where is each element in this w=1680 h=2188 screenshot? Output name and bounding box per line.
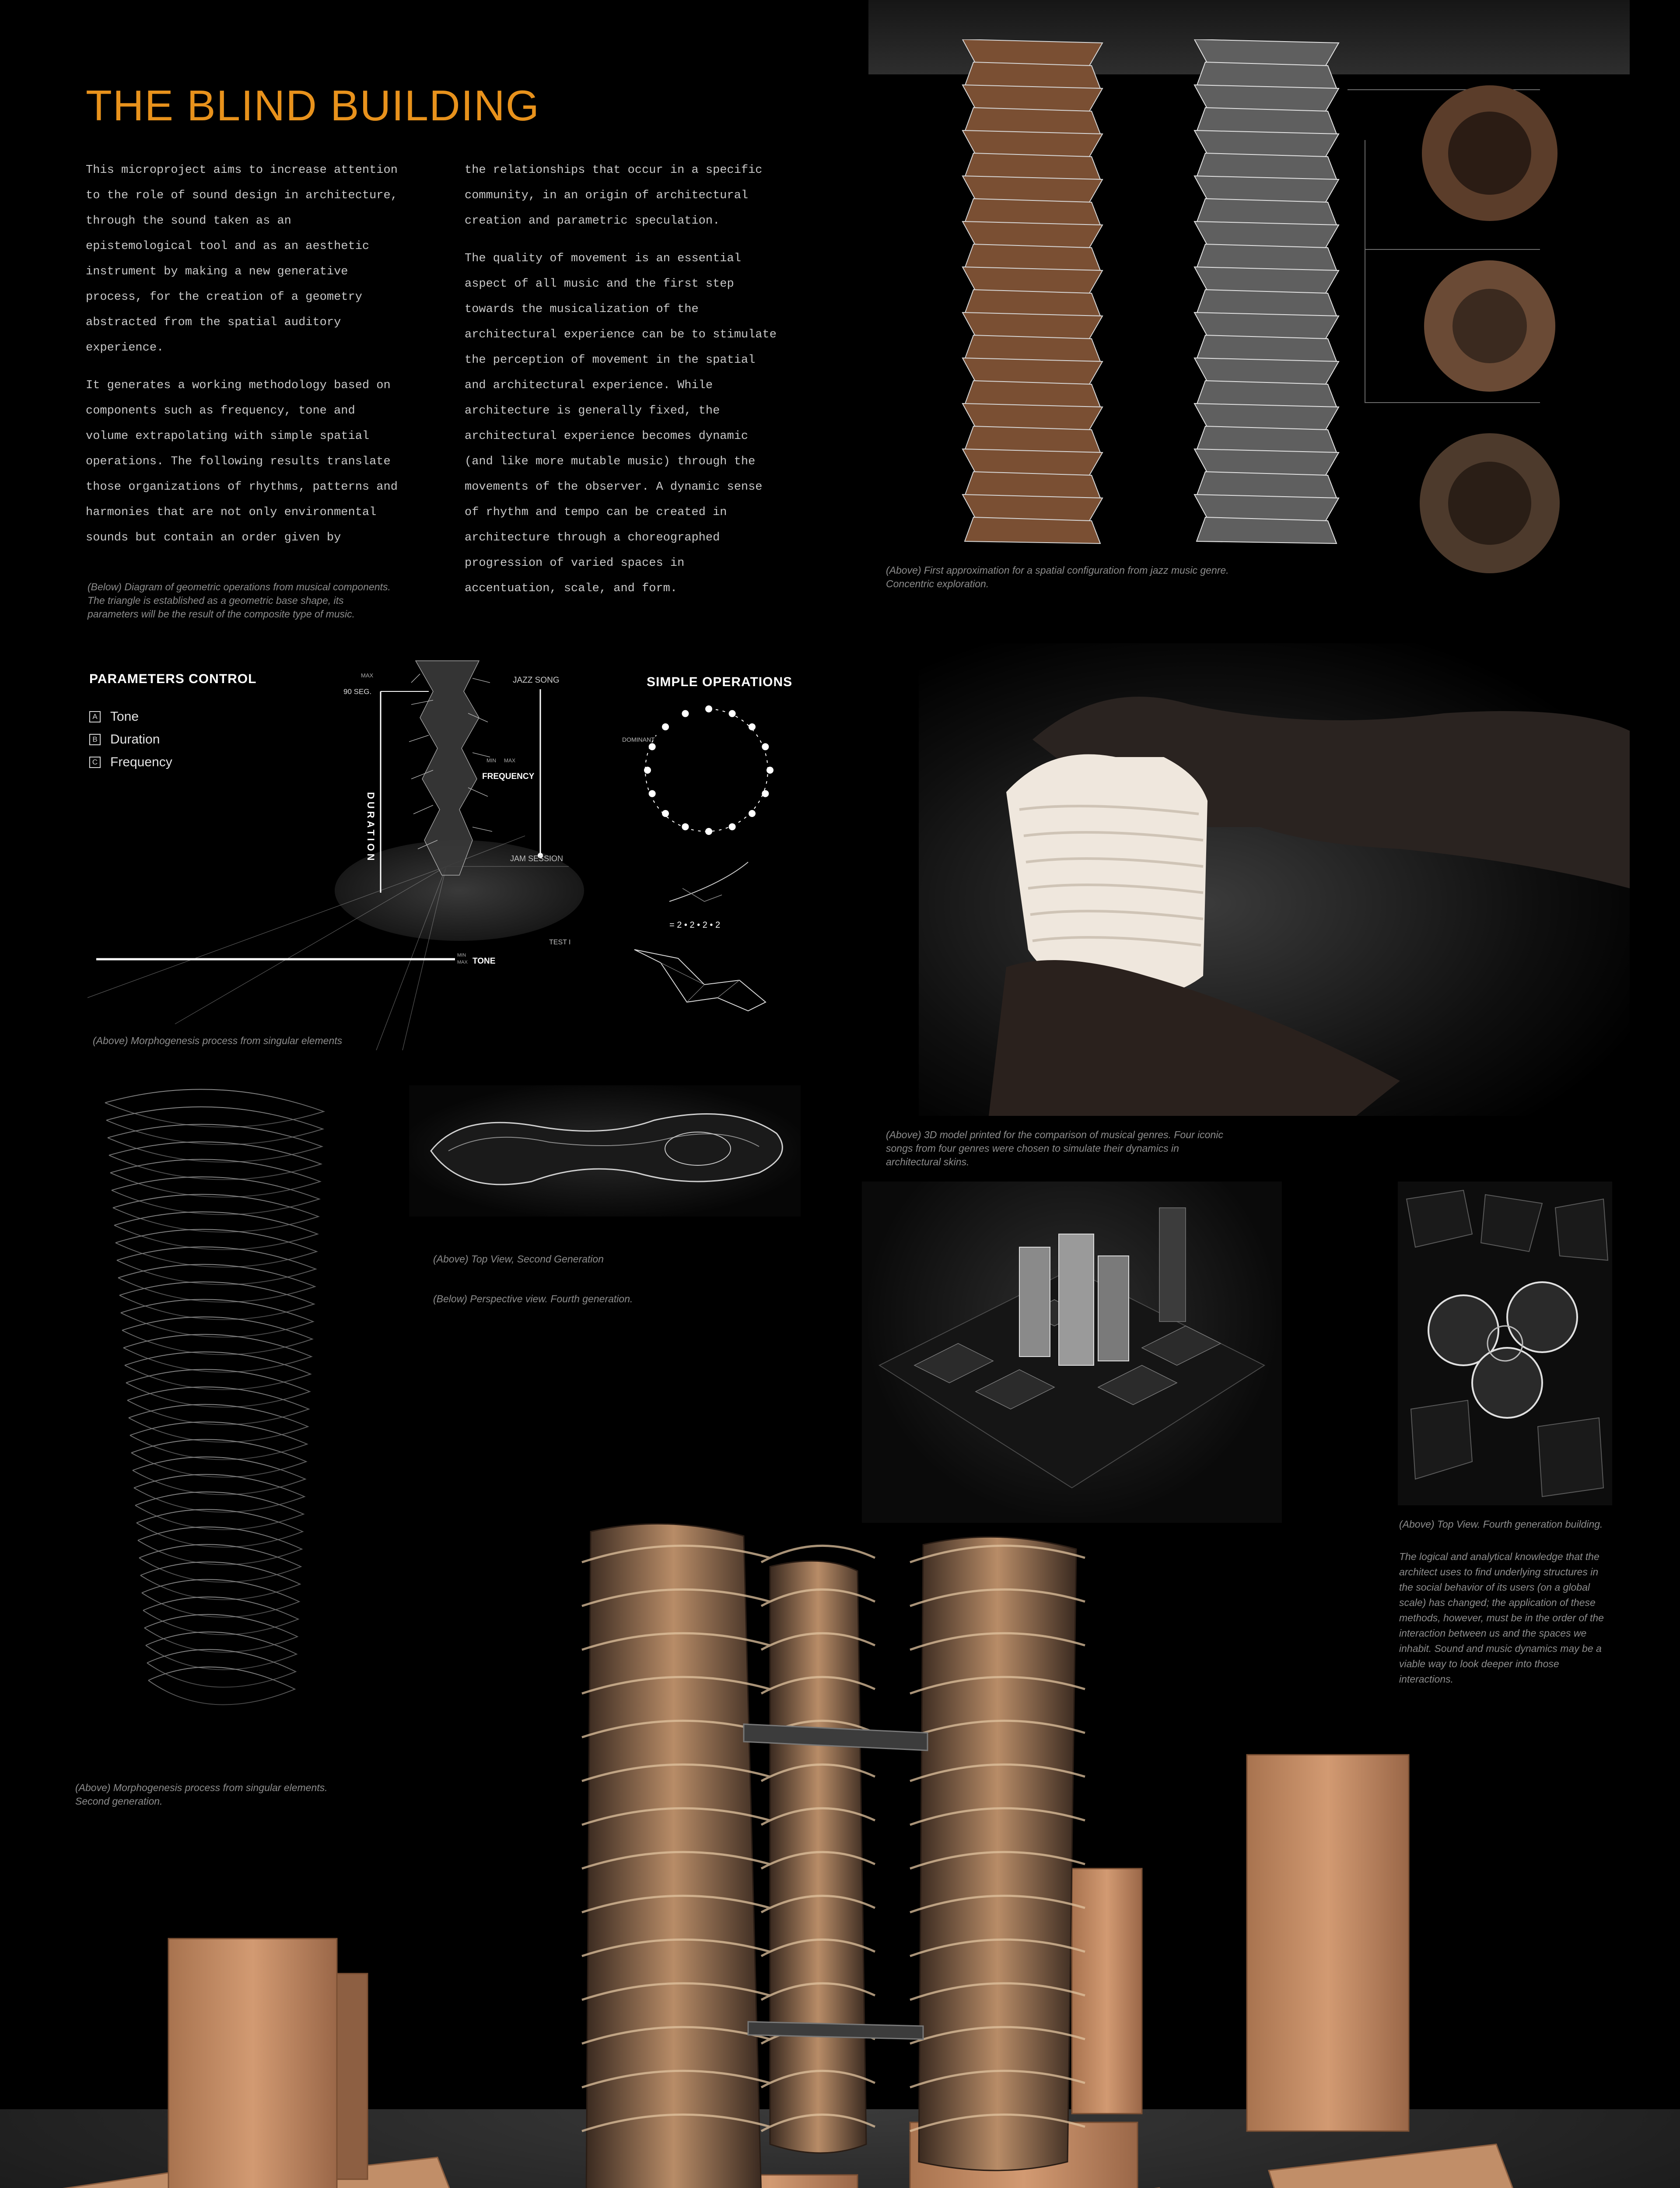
intro-column-2: [465, 158, 780, 614]
wave-glyph: [669, 862, 748, 901]
spiral-ring: [108, 1124, 322, 1162]
folded-panel: [1194, 85, 1339, 111]
caption-morph-second: (Above) Morphogenesis process from singular elements. Second generation.: [75, 1782, 328, 1807]
note-dot: [762, 743, 769, 750]
note-dot: [644, 767, 651, 774]
spiral-ring: [131, 1439, 306, 1477]
spiral-ring: [129, 1404, 308, 1442]
caption-first-approximation: (Above) First approximation for a spatial configuration from jazz music genre. Concentric exploration.: [886, 565, 1229, 589]
label-tone-min: MIN: [457, 953, 466, 958]
folded-panel: [962, 312, 1102, 339]
folded-panel: [962, 267, 1102, 293]
folded-panel: [965, 199, 1100, 225]
spiral-ring: [105, 1089, 324, 1127]
label-jam-session: JAM SESSION: [510, 854, 564, 863]
note-dot: [729, 823, 736, 830]
param-key-box: B: [89, 734, 101, 745]
disc-2: [1424, 260, 1555, 392]
fold-glyph: [634, 950, 766, 1011]
folded-panel: [965, 108, 1100, 134]
jazz-columns-render: [928, 39, 1628, 586]
folded-panel: [965, 335, 1100, 361]
intro-paragraph: The quality of movement is an essential aspect of all music and the first step towards the musicalization of the architectural experience can be to stimulate the perception of movement in the spatial and architectural experience. While architecture is generally fixed, the architectural experience becomes dynamic (and like more mutable music) through the movements of the observer. A dynamic sense of rhythm and tempo can be created in architecture through a choreographed progression of varied spaces in accentuation, scale, and form.: [465, 252, 777, 595]
folded-panel: [1197, 62, 1337, 88]
note-dots: [644, 705, 774, 835]
note-dot: [705, 705, 712, 712]
folded-panel: [962, 130, 1102, 157]
label-freq-max: MAX: [504, 757, 516, 764]
disc-1: [1422, 85, 1558, 221]
folded-panel: [1197, 517, 1337, 543]
top-view-second-gen: [409, 1085, 801, 1217]
folded-panel: [965, 517, 1100, 543]
spiral-ring: [122, 1317, 312, 1354]
folded-panel: [1197, 472, 1337, 498]
param-key-box: C: [89, 757, 101, 768]
folded-panel: [1194, 267, 1339, 293]
folded-panel: [962, 403, 1102, 430]
note-dot: [749, 723, 756, 730]
caption-below-diagram: (Below) Diagram of geometric operations from musical components. The triangle is established as a geometric base shape, its parameters will be the result of the composite type of music.: [88, 581, 391, 620]
folded-panel: [1197, 108, 1337, 134]
label-freq-min: MIN: [486, 757, 496, 764]
folded-panel: [965, 426, 1100, 452]
caption-model-3d: (Above) 3D model printed for the comparison of musical genres. Four iconic songs from four genres were chosen to simulate their dynamics in architectural skins.: [886, 1129, 1223, 1168]
folded-panel: [1197, 381, 1337, 407]
spiral-ring: [106, 1107, 323, 1144]
folded-panel: [1197, 426, 1337, 452]
folded-panel: [1197, 244, 1337, 270]
top-view-shape: [409, 1085, 801, 1217]
folded-panel: [962, 494, 1102, 521]
model-3d-photo: [919, 643, 1630, 1116]
label-duration: [365, 792, 376, 863]
spiral-ring: [123, 1334, 312, 1372]
folded-panel: [1194, 221, 1339, 248]
spiral-ring: [121, 1299, 313, 1337]
column-silver: [1194, 39, 1339, 543]
note-dot: [749, 810, 756, 817]
caption-perspective-fourth: (Below) Perspective view. Fourth generation.: [433, 1293, 633, 1304]
folded-panel: [965, 62, 1100, 88]
folded-panel: [965, 244, 1100, 270]
spiral-ring: [127, 1387, 309, 1424]
simple-operations-heading: SIMPLE OPERATIONS: [647, 675, 793, 689]
page-title: THE BLIND BUILDING: [86, 81, 540, 130]
note-dot: [649, 790, 656, 797]
param-label: Duration: [110, 732, 160, 747]
spiral-ring: [116, 1229, 317, 1267]
spiral-ring: [130, 1422, 307, 1459]
folded-panel: [1194, 358, 1339, 384]
intro-paragraph: This microproject aims to increase attention to the role of sound design in architecture, through the sound taken as an epistemological tool and as an aesthetic instrument by making a new generative process, for the creation of a geometry abstracted from the spatial auditory experience.: [86, 164, 398, 354]
intro-paragraph: the relationships that occur in a specific community, in an origin of architectural creation and parametric speculation.: [465, 164, 763, 228]
folded-panel: [1194, 312, 1339, 339]
simple-operations-diagram: [617, 696, 801, 1028]
label-tone-max: MAX: [457, 960, 468, 965]
caption-logical-text: The logical and analytical knowledge that the architect uses to find underlying structures in the social behavior of its users (on a global scale) has changed; the application of these methods, however, must be in the order of the interaction between us and the spaces we inhabit. Sound and music dynamics may be a viable way to look deeper into those interactions.: [1399, 1551, 1604, 1685]
label-jazz-song: JAZZ SONG: [513, 676, 560, 685]
label-dominant: DOMINANT: [622, 736, 655, 743]
city-perspective: [862, 1182, 1282, 1523]
folded-panel: [1197, 153, 1337, 179]
folded-panel: [1194, 403, 1339, 430]
note-dot: [682, 710, 689, 717]
hand-and-model: [919, 643, 1630, 1116]
woven-towers: [586, 1524, 1076, 2188]
folded-panel: [965, 472, 1100, 498]
caption-top-view-fourth: (Above) Top View. Fourth generation building.: [1399, 1518, 1603, 1530]
parameters-heading: PARAMETERS CONTROL: [89, 672, 257, 686]
caption-top-view-second: (Above) Top View, Second Generation: [433, 1253, 604, 1265]
folded-panel: [1194, 494, 1339, 521]
folded-panel: [965, 381, 1100, 407]
folded-panel: [962, 176, 1102, 202]
note-dot: [705, 828, 712, 835]
param-label: Frequency: [110, 755, 172, 769]
spiral-ring: [119, 1282, 314, 1319]
folded-panel: [1194, 449, 1339, 475]
folded-panel: [962, 449, 1102, 475]
spiral-ring: [112, 1177, 319, 1214]
label-frequency: FREQUENCY: [482, 772, 535, 781]
folded-panel: [1194, 39, 1339, 66]
disc-3: [1420, 433, 1560, 573]
note-dot: [766, 767, 774, 774]
spiral-ring: [109, 1142, 321, 1179]
spiral-ring: [113, 1194, 318, 1232]
folded-panel: [965, 290, 1100, 316]
note-dot: [729, 710, 736, 717]
intro-paragraph: It generates a working methodology based on components such as frequency, tone and volume extrapolating with simple spatial operations. The following results translate those organizations of rhythms, patterns and harmonies that are not only environmental sounds but contain an order given by: [86, 379, 398, 544]
label-90-seg: 90 SEG.: [343, 687, 372, 696]
label-ratio: = 2 • 2 • 2 • 2: [669, 920, 721, 930]
spiral-ring: [125, 1352, 311, 1389]
spiral-ring: [126, 1369, 310, 1407]
label-test: TEST I: [549, 939, 571, 946]
note-dot: [649, 743, 656, 750]
intro-column-1: [86, 158, 401, 563]
folded-panel: [1197, 199, 1337, 225]
folded-panel: [962, 221, 1102, 248]
folded-panel: [1197, 290, 1337, 316]
tone-text: TONE: [472, 957, 496, 966]
folded-panel: [1197, 335, 1337, 361]
note-dot: [682, 823, 689, 830]
top-view-fourth-gen: [1398, 1182, 1612, 1505]
woven-band: [761, 1546, 875, 1562]
spiral-ring: [118, 1264, 315, 1302]
duration-text: DURATION: [365, 792, 376, 863]
folded-panel: [962, 358, 1102, 384]
hero-render: [0, 1488, 1680, 2188]
label-max: MAX: [361, 672, 374, 679]
top-view-map: [1398, 1182, 1612, 1505]
label-tone: [472, 957, 495, 966]
perspective-fourth-gen: [862, 1182, 1282, 1523]
param-label: Tone: [110, 709, 139, 724]
caption-morph-singular: (Above) Morphogenesis process from singular elements: [93, 1035, 343, 1046]
spiral-ring: [110, 1159, 320, 1197]
folded-panel: [962, 39, 1102, 66]
folded-panel: [1194, 176, 1339, 202]
spiral-ring: [114, 1212, 318, 1249]
column-copper: [962, 39, 1102, 543]
param-key-box: A: [89, 711, 101, 722]
folded-panel: [965, 153, 1100, 179]
morphogenesis-diagram: [88, 648, 612, 1050]
note-dot: [662, 723, 669, 730]
note-dot: [762, 790, 769, 797]
folded-panel: [1194, 130, 1339, 157]
note-dot: [662, 810, 669, 817]
spiral-ring: [117, 1247, 316, 1284]
folded-panel: [962, 85, 1102, 111]
